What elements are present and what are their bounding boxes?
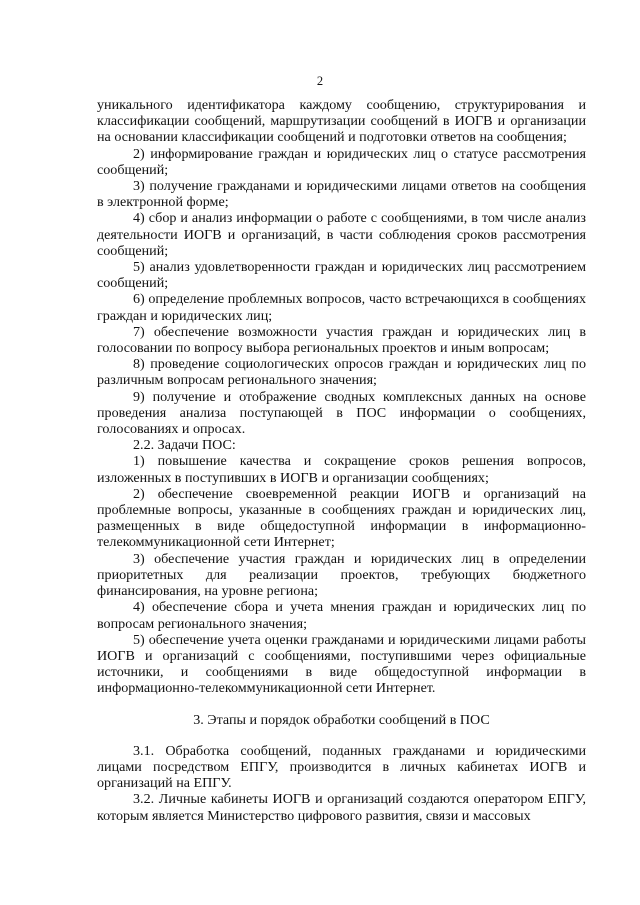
list-item: 3) получение гражданами и юридическими лицами ответов на сообщения в электронной форме; bbox=[97, 178, 586, 211]
section-heading: 3. Этапы и порядок обработки сообщений в ПОС bbox=[193, 711, 490, 728]
list-item: 4) сбор и анализ информации о работе с сообщениями, в том числе анализ деятельности ИОГВ и организаций, в части соблюдения сроков рассмотрения сообщений; bbox=[97, 210, 586, 259]
list-item: 6) определение проблемных вопросов, часто встречающихся в сообщениях граждан и юридических лиц; bbox=[97, 291, 586, 324]
subsection-title: 2.2. Задачи ПОС: bbox=[133, 437, 236, 454]
list-item: 2) обеспечение своевременной реакции ИОГВ и организаций на проблемные вопросы, указанные в сообщениях граждан и юридических лиц, размещенных в виде общедоступной информации в информационно-телекоммуникационной сети Интернет; bbox=[97, 485, 586, 551]
document-body bbox=[97, 97, 586, 824]
list-item: 1) повышение качества и сокращение сроков решения вопросов, изложенных в поступивших в ИОГВ и организации сообщениях; bbox=[97, 453, 586, 486]
paragraph: уникального идентификатора каждому сообщению, структурирования и классификации сообщений, маршрутизации сообщений в ИОГВ и организации на основании классификации сообщений и подготовки ответов на сообщения; bbox=[97, 97, 586, 146]
list-item: 2) информирование граждан и юридических лиц о статусе рассмотрения сообщений; bbox=[97, 145, 586, 178]
list-item: 9) получение и отображение сводных комплексных данных на основе проведения анализа поступающей в ПОС информации о сообщениях, голосованиях и опросах. bbox=[97, 388, 586, 438]
page-number: 2 bbox=[316, 74, 324, 88]
paragraph: 3.2. Личные кабинеты ИОГВ и организаций создаются оператором ЕПГУ, которым является Министерство цифрового развития, связи и массовых bbox=[97, 791, 586, 824]
list-item: 5) анализ удовлетворенности граждан и юридических лиц рассмотрением сообщений; bbox=[97, 259, 586, 292]
list-item: 7) обеспечение возможности участия граждан и юридических лиц в голосовании по вопросу выбора региональных проектов и иным вопросам; bbox=[97, 323, 586, 357]
list-item: 8) проведение социологических опросов граждан и юридических лиц по различным вопросам регионального значения; bbox=[97, 356, 586, 389]
list-item: 4) обеспечение сбора и учета мнения граждан и юридических лиц по вопросам регионального значения; bbox=[97, 599, 586, 632]
list-item: 3) обеспечение участия граждан и юридических лиц в определении приоритетных для реализации проектов, требующих бюджетного финансирования, на уровне региона; bbox=[97, 550, 586, 600]
paragraph: 3.1. Обработка сообщений, поданных гражданами и юридическими лицами посредством ЕПГУ, производится в личных кабинетах ИОГВ и организаций на ЕПГУ. bbox=[97, 742, 586, 792]
list-item: 5) обеспечение учета оценки гражданами и юридическими лицами работы ИОГВ и организаций с сообщениями, поступившими через официальные источники, и сообщениями в виде общедоступной информации в информационно-телекоммуникационной сети Интернет. bbox=[97, 631, 586, 697]
